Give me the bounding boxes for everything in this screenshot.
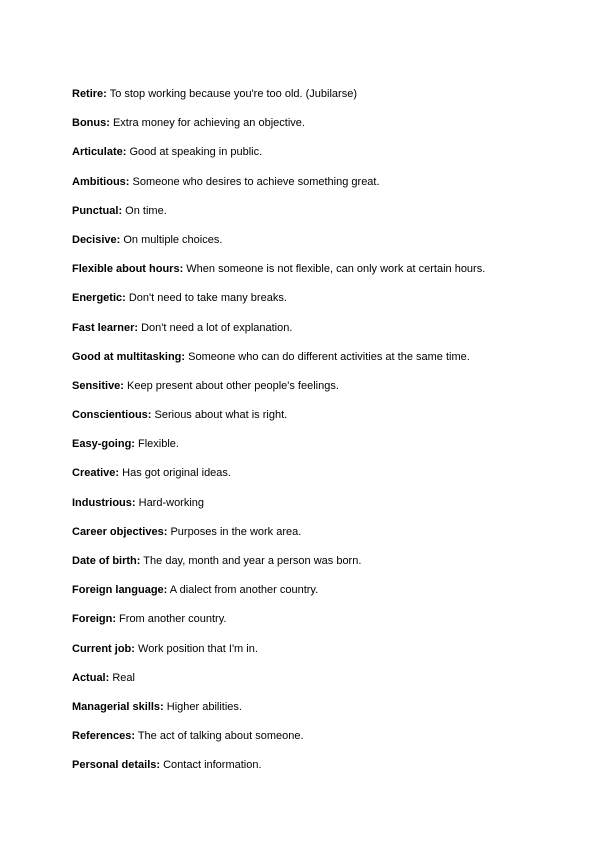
entry-term: Foreign: (72, 613, 116, 626)
list-item (72, 611, 572, 640)
entry-definition: Work position that I'm in. (134, 642, 258, 655)
entry-term: Ambitious: (72, 175, 130, 188)
entry-definition: Has got original ideas. (119, 467, 231, 480)
list-item (72, 553, 572, 582)
list-item (72, 86, 572, 115)
list-item (72, 582, 572, 611)
entry-definition: Don't need to take many breaks. (125, 292, 287, 305)
entry-definition: Someone who can do different activities at the same time. (185, 350, 470, 363)
entry-term: Managerial skills: (72, 700, 164, 713)
list-item (72, 144, 572, 173)
entry-definition: Flexible. (134, 438, 179, 451)
entry-definition: Someone who desires to achieve something great. (129, 175, 380, 188)
entry-definition: Good at speaking in public. (126, 146, 263, 159)
entry-term: Conscientious: (72, 409, 152, 422)
list-item (72, 641, 572, 670)
entry-definition: Real (109, 671, 135, 684)
entry-term: Date of birth: (72, 555, 141, 567)
list-item (72, 407, 572, 436)
entry-definition: Serious about what is right. (151, 409, 288, 422)
list-item (72, 203, 572, 232)
entry-definition: The day, month and year a person was born. (140, 555, 362, 567)
entry-definition: Purposes in the work area. (167, 525, 302, 538)
entry-term: Easy-going: (72, 438, 135, 451)
entry-term: Energetic: (72, 292, 126, 305)
list-item (72, 290, 572, 319)
entry-term: Industrious: (72, 496, 136, 509)
list-item (72, 261, 572, 290)
entry-definition: The act of talking about someone. (134, 730, 304, 743)
list-item (72, 524, 572, 553)
list-item (72, 670, 572, 699)
list-item (72, 757, 572, 786)
entry-definition: To stop working because you're too old. (Jubilarse) (106, 88, 357, 100)
entry-term: Personal details: (72, 759, 161, 772)
list-item (72, 232, 572, 261)
entry-definition: On time. (122, 204, 167, 217)
list-item (72, 320, 572, 349)
entry-definition: Don't need a lot of explanation. (138, 321, 293, 334)
entry-term: Current job: (72, 642, 135, 655)
entry-definition: Higher abilities. (163, 700, 242, 713)
list-item (72, 465, 572, 494)
entry-term: Retire: (72, 88, 107, 100)
entry-definition: Hard-working (135, 496, 205, 509)
entry-term: Foreign language: (72, 584, 168, 597)
entry-term: Fast learner: (72, 321, 139, 334)
entry-term: Articulate: (72, 146, 127, 159)
entry-definition: On multiple choices. (120, 233, 223, 246)
entry-term: Flexible about hours: (72, 263, 184, 276)
entry-term: Good at multitasking: (72, 350, 186, 363)
list-item (72, 728, 572, 757)
entry-term: Actual: (72, 671, 110, 684)
list-item (72, 699, 572, 728)
list-item (72, 378, 572, 407)
list-item (72, 174, 572, 203)
list-item (72, 349, 572, 378)
entry-term: Sensitive: (72, 379, 124, 392)
entry-definition: Extra money for achieving an objective. (109, 117, 305, 130)
vocabulary-list (72, 86, 572, 787)
list-item (72, 436, 572, 465)
entry-term: Decisive: (72, 233, 121, 246)
entry-definition: A dialect from another country. (167, 584, 319, 597)
entry-term: References: (72, 730, 135, 743)
list-item (72, 495, 572, 524)
entry-term: Punctual: (72, 204, 123, 217)
entry-term: Creative: (72, 467, 120, 480)
entry-term: Bonus: (72, 117, 110, 130)
entry-definition: Contact information. (160, 759, 262, 772)
entry-definition: When someone is not flexible, can only work at certain hours. (183, 263, 486, 276)
entry-definition: From another country. (116, 613, 227, 626)
list-item (72, 115, 572, 144)
entry-definition: Keep present about other people's feelings. (123, 379, 339, 392)
entry-term: Career objectives: (72, 525, 168, 538)
